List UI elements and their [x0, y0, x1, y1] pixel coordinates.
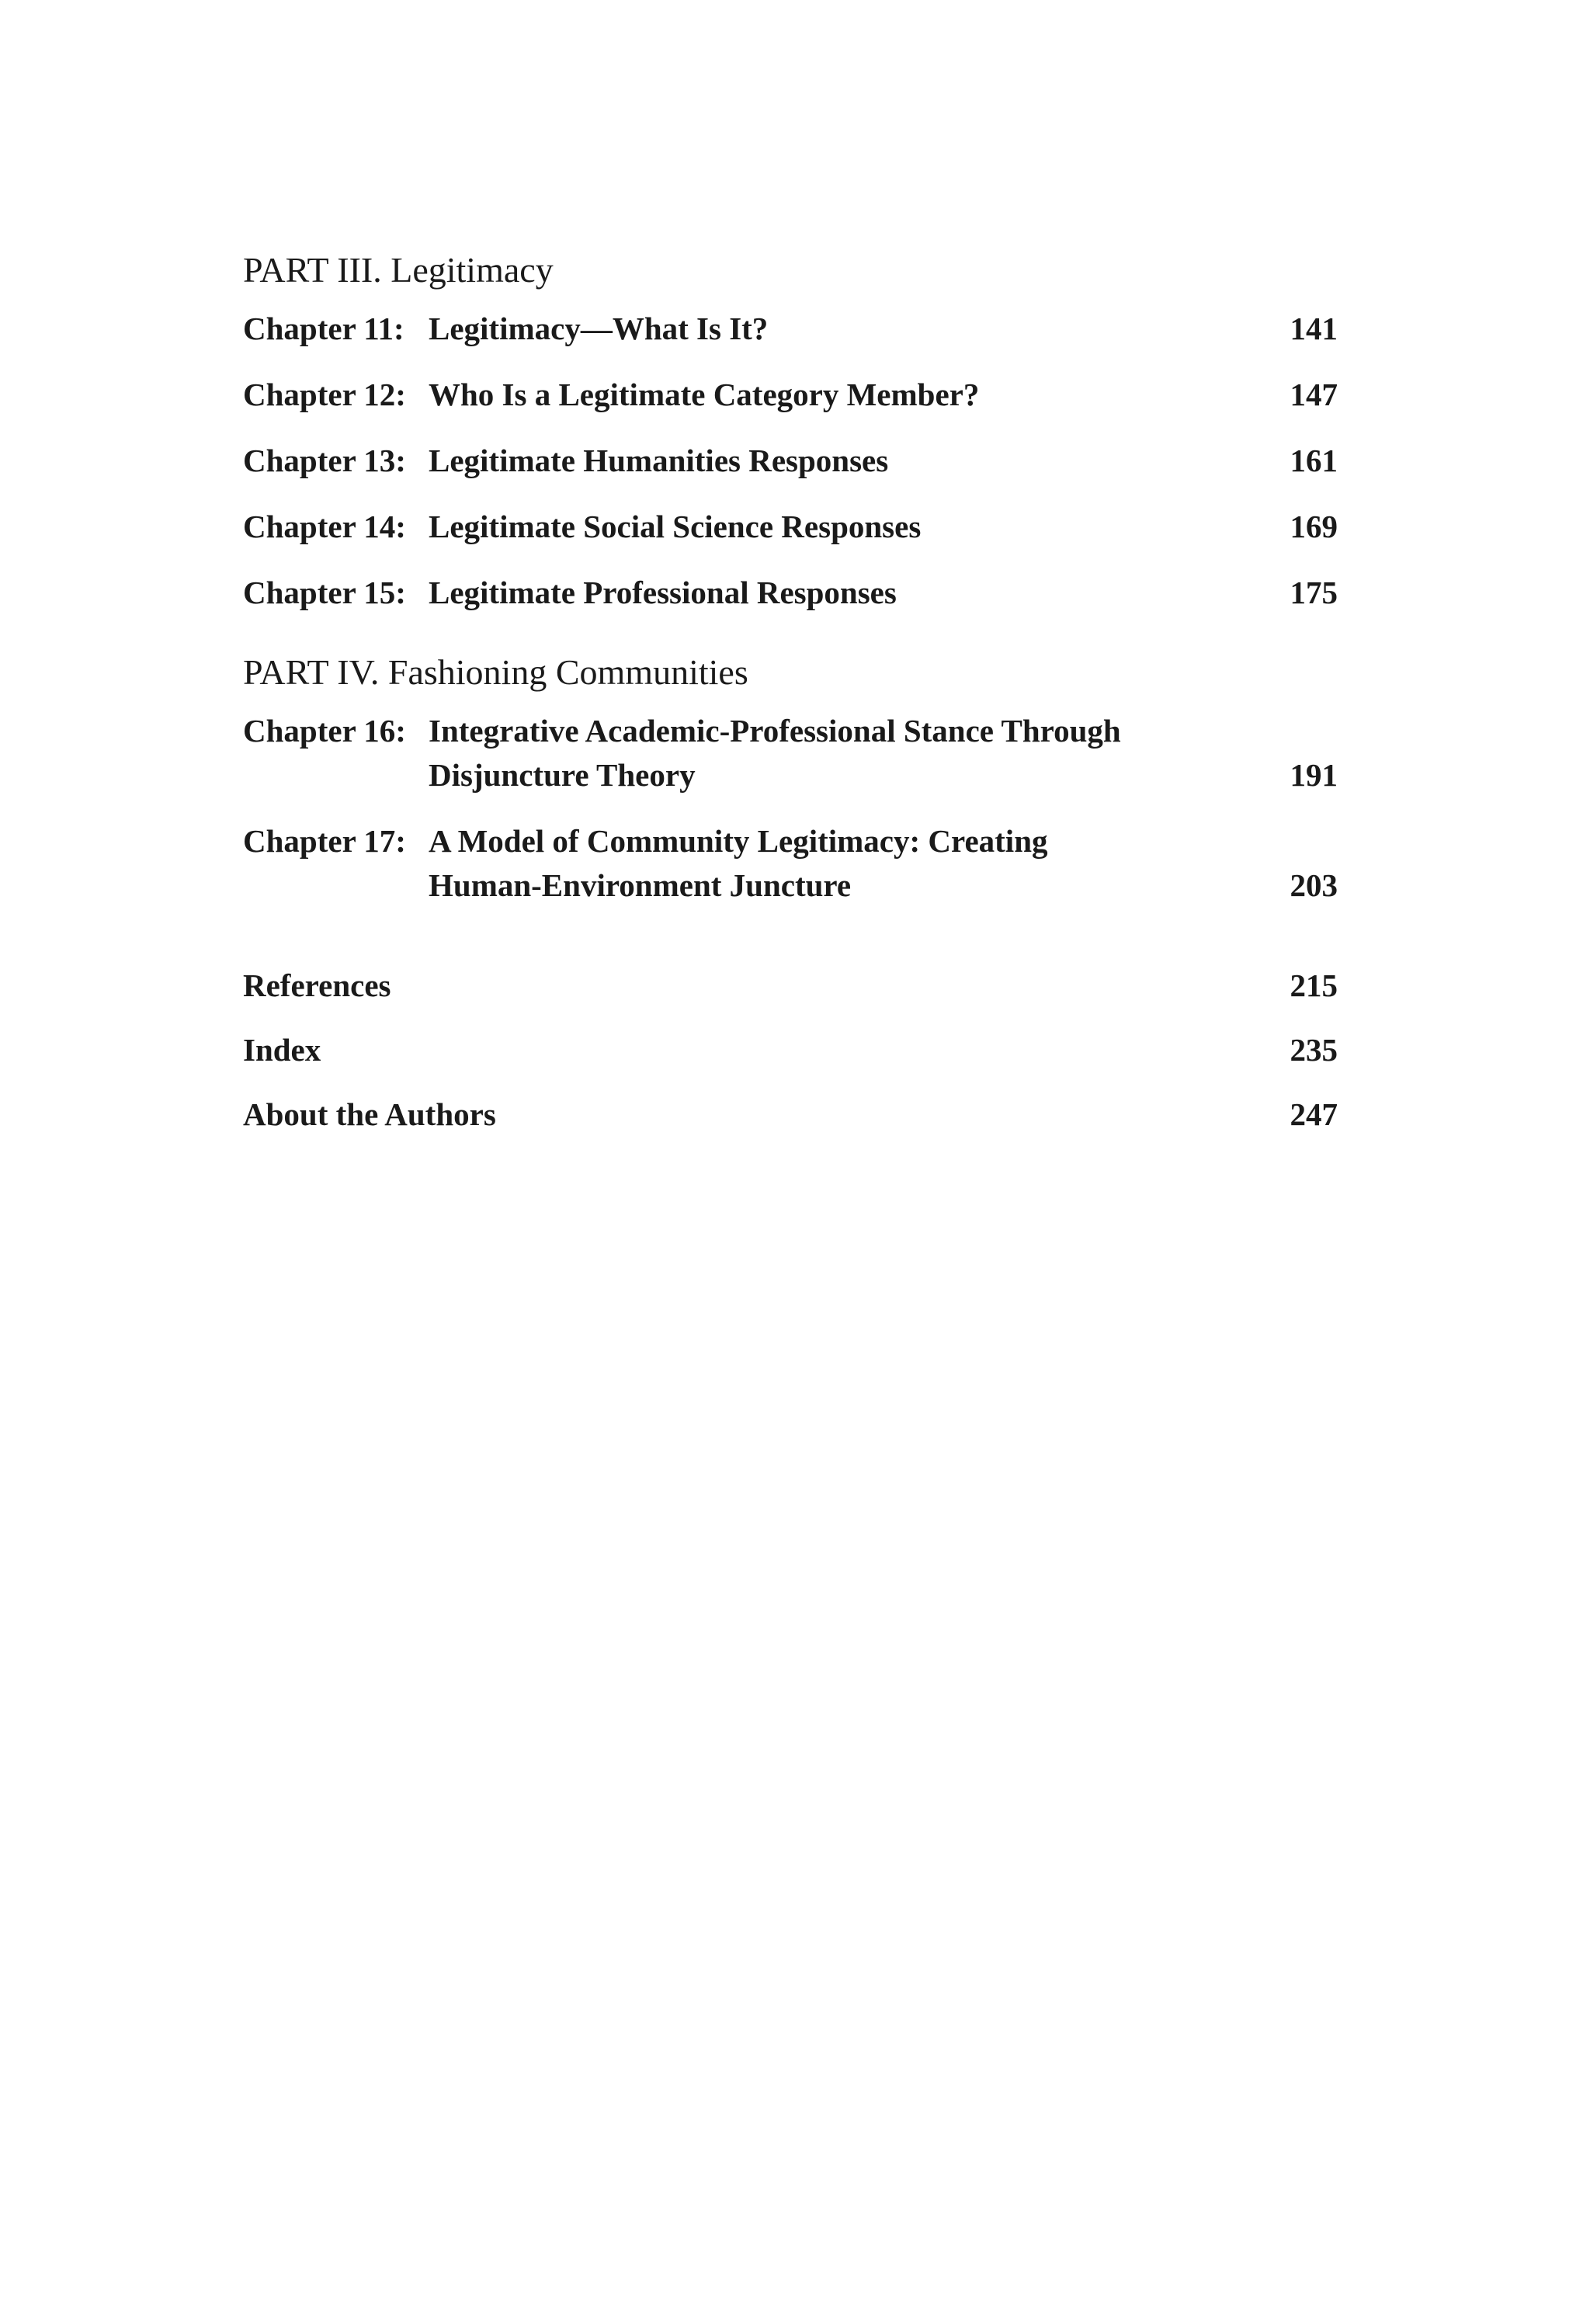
chapter-title: Legitimate Social Science Responses	[429, 509, 922, 545]
chapter-title	[429, 819, 1276, 908]
page-number: 247	[1290, 1096, 1338, 1133]
chapter-title	[429, 709, 1276, 797]
chapter-label: Chapter 11:	[243, 311, 404, 347]
chapter-title: Who Is a Legitimate Category Member?	[429, 377, 980, 413]
toc-entry-chapter-11	[243, 307, 1338, 351]
page-number: 203	[1290, 867, 1338, 904]
toc-entry-index	[243, 1028, 1338, 1072]
back-matter	[243, 964, 1338, 1137]
chapter-title-line: A Model of Community Legitimacy: Creating	[429, 823, 1048, 860]
table-of-contents	[243, 248, 1338, 1157]
chapter-title-line: Disjuncture Theory	[429, 757, 696, 794]
page-number: 235	[1290, 1032, 1338, 1068]
toc-entry-chapter-13	[243, 439, 1338, 483]
toc-entry-references	[243, 964, 1338, 1008]
chapter-title: Legitimate Humanities Responses	[429, 443, 889, 479]
toc-entry-about-the-authors	[243, 1093, 1338, 1137]
page-number: 175	[1290, 575, 1338, 611]
chapter-title-line: Human-Environment Juncture	[429, 867, 852, 904]
chapter-label: Chapter 15:	[243, 575, 406, 611]
toc-entry-chapter-15	[243, 571, 1338, 615]
page-number: 147	[1290, 377, 1338, 413]
chapter-title: Legitimacy—What Is It?	[429, 311, 769, 347]
chapter-label: Chapter 13:	[243, 443, 406, 479]
toc-entry-chapter-14	[243, 505, 1338, 549]
chapter-label: Chapter 12:	[243, 377, 406, 413]
chapter-title: Legitimate Professional Responses	[429, 575, 897, 611]
toc-entry-chapter-16	[243, 709, 1338, 797]
toc-entry-chapter-12	[243, 373, 1338, 417]
chapter-label: Chapter 16:	[243, 713, 406, 749]
page-number: 191	[1290, 757, 1338, 794]
part-heading: PART III. Legitimacy	[243, 250, 554, 290]
page-number: 215	[1290, 967, 1338, 1004]
page-number: 169	[1290, 509, 1338, 545]
back-matter-title: References	[243, 967, 391, 1004]
chapter-label: Chapter 17:	[243, 823, 406, 860]
back-matter-title: About the Authors	[243, 1096, 496, 1133]
part-heading: PART IV. Fashioning Communities	[243, 652, 748, 693]
chapter-label: Chapter 14:	[243, 509, 406, 545]
page-number: 141	[1290, 311, 1338, 347]
chapter-title-line: Integrative Academic-Professional Stance Through	[429, 713, 1121, 749]
toc-entry-chapter-17	[243, 819, 1338, 908]
page-number: 161	[1290, 443, 1338, 479]
back-matter-title: Index	[243, 1032, 321, 1068]
